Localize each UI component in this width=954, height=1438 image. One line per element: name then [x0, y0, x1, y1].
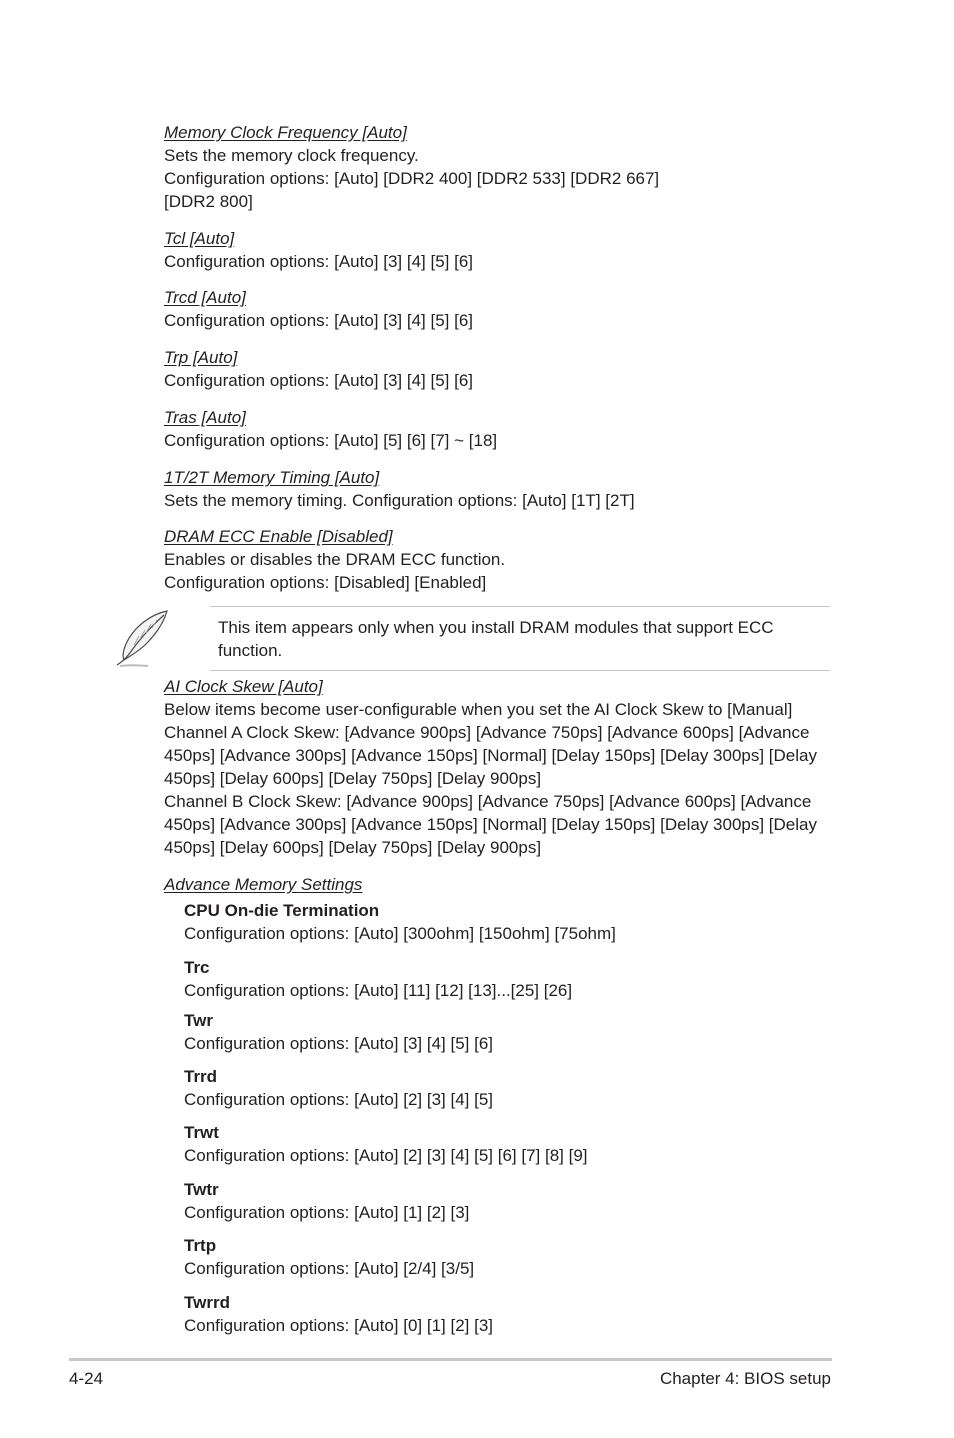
footer-divider	[69, 1358, 832, 1361]
item-text: 450ps] [Delay 600ps] [Delay 750ps] [Delay 900ps]	[164, 769, 542, 788]
item-text: Sets the memory timing. Configuration options: [Auto] [1T] [2T]	[164, 491, 635, 510]
sub-twr	[184, 1009, 824, 1055]
item-tras	[164, 406, 832, 452]
item-text: Channel B Clock Skew: [Advance 900ps] [Advance 750ps] [Advance 600ps] [Advance	[164, 792, 812, 811]
item-title: Tras [Auto]	[164, 408, 246, 427]
sub-title: Twtr	[184, 1180, 219, 1199]
item-title: Trp [Auto]	[164, 348, 238, 367]
quill-note-icon	[112, 608, 172, 668]
sub-title: CPU On-die Termination	[184, 901, 380, 920]
sub-text: Configuration options: [Auto] [2] [3] [4] [5] [6] [7] [8] [9]	[184, 1146, 588, 1165]
item-title: Tcl [Auto]	[164, 229, 235, 248]
item-memory-clock-frequency	[164, 121, 832, 213]
item-title: AI Clock Skew [Auto]	[164, 677, 323, 696]
item-memory-timing	[164, 466, 832, 512]
item-title: Trcd [Auto]	[164, 288, 246, 307]
item-text: [DDR2 800]	[164, 192, 253, 211]
item-text: 450ps] [Advance 300ps] [Advance 150ps] [Normal] [Delay 150ps] [Delay 300ps] [Delay	[164, 815, 817, 834]
sub-text: Configuration options: [Auto] [300ohm] [150ohm] [75ohm]	[184, 924, 616, 943]
sub-title: Trrd	[184, 1067, 218, 1086]
note-box	[210, 606, 830, 671]
item-text: Enables or disables the DRAM ECC function.	[164, 550, 506, 569]
item-title: 1T/2T Memory Timing [Auto]	[164, 468, 380, 487]
sub-trtp	[184, 1234, 824, 1280]
sub-text: Configuration options: [Auto] [11] [12] [13]...[25] [26]	[184, 981, 573, 1000]
item-text: Configuration options: [Auto] [3] [4] [5] [6]	[164, 311, 474, 330]
sub-trwt	[184, 1121, 824, 1167]
sub-title: Trtp	[184, 1236, 217, 1255]
item-title: Memory Clock Frequency [Auto]	[164, 123, 407, 142]
sub-trrd	[184, 1065, 824, 1111]
note-text	[218, 616, 818, 662]
sub-text: Configuration options: [Auto] [2] [3] [4] [5]	[184, 1090, 494, 1109]
sub-title: Trwt	[184, 1123, 219, 1142]
sub-text: Configuration options: [Auto] [1] [2] [3]	[184, 1203, 470, 1222]
note-line: function.	[218, 641, 283, 660]
item-title: DRAM ECC Enable [Disabled]	[164, 527, 393, 546]
note-line: This item appears only when you install DRAM modules that support ECC	[218, 618, 774, 637]
item-trcd	[164, 286, 832, 332]
item-text: 450ps] [Delay 600ps] [Delay 750ps] [Delay 900ps]	[164, 838, 542, 857]
item-text: Configuration options: [Auto] [5] [6] [7] ~ [18]	[164, 431, 498, 450]
sub-text: Configuration options: [Auto] [3] [4] [5] [6]	[184, 1034, 494, 1053]
item-text: Configuration options: [Disabled] [Enabled]	[164, 573, 487, 592]
item-text: Below items become user-configurable when you set the AI Clock Skew to [Manual]	[164, 700, 793, 719]
item-text: Configuration options: [Auto] [3] [4] [5] [6]	[164, 371, 474, 390]
section-title: Advance Memory Settings	[164, 875, 363, 894]
item-ai-clock-skew	[164, 675, 832, 859]
advance-memory-settings-heading	[164, 873, 832, 896]
item-tcl	[164, 227, 832, 273]
chapter-label: Chapter 4: BIOS setup	[659, 1369, 831, 1388]
sub-text: Configuration options: [Auto] [2/4] [3/5]	[184, 1259, 475, 1278]
item-text: Sets the memory clock frequency.	[164, 146, 419, 165]
item-text: 450ps] [Advance 300ps] [Advance 150ps] [Normal] [Delay 150ps] [Delay 300ps] [Delay	[164, 746, 817, 765]
sub-cpu-on-die-termination	[184, 899, 824, 945]
item-trp	[164, 346, 832, 392]
sub-trc	[184, 956, 824, 1002]
item-text: Configuration options: [Auto] [DDR2 400] [DDR2 533] [DDR2 667]	[164, 169, 660, 188]
sub-twrrd	[184, 1291, 824, 1337]
sub-title: Twr	[184, 1011, 213, 1030]
page-number: 4-24	[69, 1369, 104, 1388]
sub-text: Configuration options: [Auto] [0] [1] [2] [3]	[184, 1316, 494, 1335]
sub-title: Twrrd	[184, 1293, 230, 1312]
sub-twtr	[184, 1178, 824, 1224]
item-dram-ecc-enable	[164, 525, 832, 594]
item-text: Channel A Clock Skew: [Advance 900ps] [Advance 750ps] [Advance 600ps] [Advance	[164, 723, 810, 742]
sub-title: Trc	[184, 958, 210, 977]
item-text: Configuration options: [Auto] [3] [4] [5] [6]	[164, 252, 474, 271]
